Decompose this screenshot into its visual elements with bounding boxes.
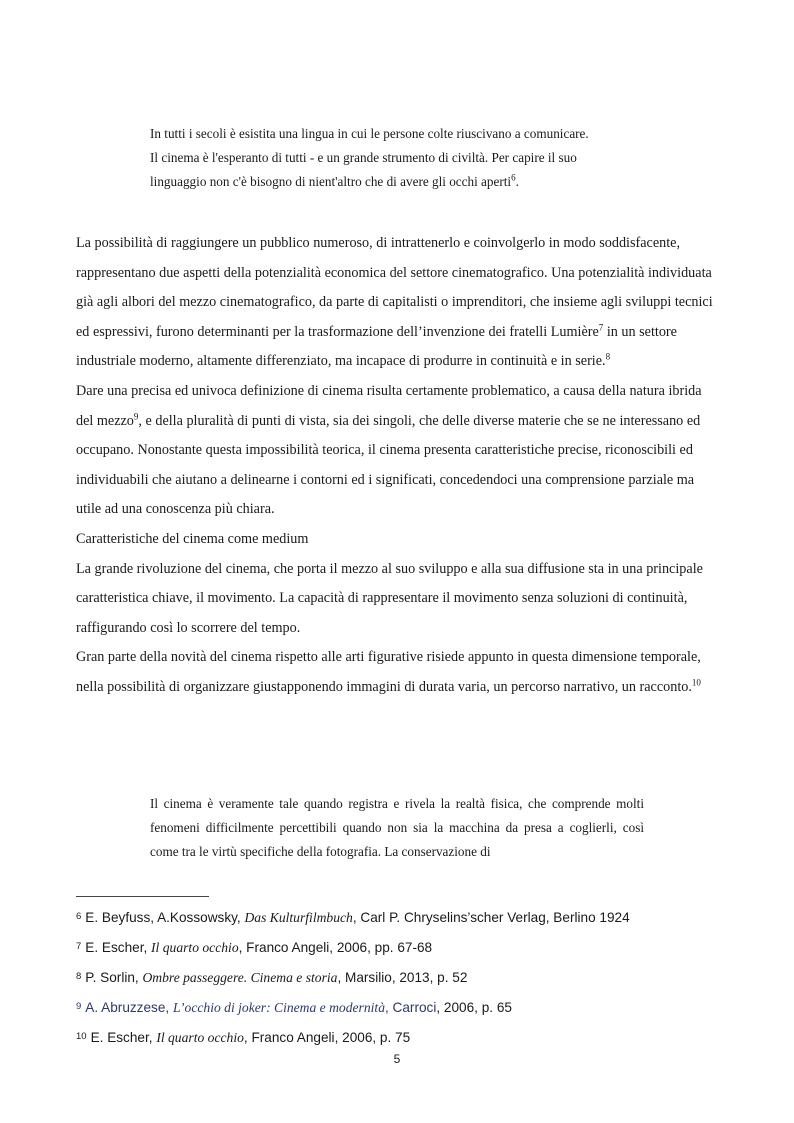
footnote-author: P. Sorlin, <box>85 970 143 985</box>
quote-line: linguaggio non c'è bisogno di nient'altro che di avere gli occhi aperti$^6$. <box>150 172 519 189</box>
footnote-author: A. Abruzzese, <box>85 1000 173 1015</box>
footnote-separator <box>76 896 209 897</box>
footnote-ref[interactable]: 10 <box>691 677 701 688</box>
footnotes <box>76 904 736 1054</box>
page-number: 5 <box>393 1052 401 1066</box>
paragraph <box>76 377 718 525</box>
footnote-title: Il quarto occhio <box>151 940 239 955</box>
footnote-ref[interactable]: 8 <box>605 351 611 362</box>
footnote-title: Ombre passeggere. Cinema e storia <box>142 970 338 985</box>
paragraph-text: in un settore industriale moderno, altamente differenziato, ma incapace di produrre in continuità e in serie. <box>76 323 677 370</box>
footnote-number: 8 <box>76 971 82 982</box>
quote-line-text: linguaggio non c'è bisogno di nient'altro che di avere gli occhi aperti <box>150 174 512 189</box>
footnote-details: , Franco Angeli, 2006, p. 75 <box>243 1030 411 1045</box>
footnote-details: , Marsilio, 2013, p. 52 <box>337 970 468 985</box>
paragraph <box>76 643 718 702</box>
footnote-7 <box>76 934 736 964</box>
paragraph <box>76 229 718 377</box>
section-heading: Caratteristiche del cinema come medium <box>76 530 309 547</box>
footnote-number: 6 <box>76 911 82 922</box>
footnote-10 <box>76 1024 736 1054</box>
footnote-ref[interactable]: 6 <box>511 172 516 183</box>
footnote-author: E. Escher, <box>85 940 152 955</box>
footnote-details: , 2006, p. 65 <box>436 1000 512 1015</box>
paragraph-text: Gran parte della novità del cinema rispetto alle arti figurative risiede appunto in questa dimensione temporale, nella possibilità di organizzare giustapponendo immagini di durata varia, un percorso narrativo, un racconto. <box>76 649 701 695</box>
footnote-ref[interactable]: 7 <box>598 322 604 333</box>
paragraph-text: , e della pluralità di punti di vista, sia dei singoli, che delle diverse materie che se ne interessano ed occupano. Nonostante questa impossibilità teorica, il cinema presenta caratteristiche precise, riconoscibili ed individuabili che aiutano a delinearne i contorni ed i significati, concedendoci una comprensione parziale ma utile ad una conoscenza più chiara. <box>76 412 701 518</box>
quote-line: In tutti i secoli è esistita una lingua in cui le persone colte riuscivano a comunicare. <box>150 126 589 141</box>
footnote-9[interactable] <box>76 994 736 1024</box>
footnote-publisher: , Carroci <box>385 1000 437 1015</box>
body-text <box>76 229 718 703</box>
paragraph: La grande rivoluzione del cinema, che porta il mezzo al suo sviluppo e alla sua diffusione sta in una principale caratteristica chiave, il movimento. La capacità di rappresentare il movimento senza soluzioni di continuità, raffigurando così lo scorrere del tempo. <box>76 560 703 636</box>
footnote-8 <box>76 964 736 994</box>
footnote-details: , Franco Angeli, 2006, pp. 67-68 <box>238 940 433 955</box>
paragraph-text: Dare una precisa ed univoca definizione di cinema risulta certamente problematico, a causa della natura ibrida del mezzo <box>76 382 702 429</box>
footnote-number: 10 <box>76 1031 87 1042</box>
footnote-details: , Carl P. Chryselins’scher Verlag, Berlino 1924 <box>352 910 630 925</box>
paragraph-text: La possibilità di raggiungere un pubblico numeroso, di intrattenerlo e coinvolgerlo in modo soddisfacente, rappresentano due aspetti della potenzialità economica del settore cinematografico. Una potenzialità individuata già agli albori del mezzo cinematografico, da parte di capitalisti o imprenditori, che insieme agli sviluppi tecnici ed espressivi, furono determinanti per la trasformazione dell’invenzione dei fratelli Lumière <box>76 235 713 340</box>
footnote-number: 7 <box>76 941 82 952</box>
footnote-number: 9 <box>76 1001 82 1012</box>
footnote-author: E. Escher, <box>90 1030 157 1045</box>
footnote-title: L’occhio di joker: Cinema e modernità <box>172 1000 385 1015</box>
footnote-6 <box>76 904 736 934</box>
footnote-author: E. Beyfuss, A.Kossowsky, <box>85 910 245 925</box>
block-quote-top <box>150 122 650 194</box>
block-quote-bottom: Il cinema è veramente tale quando registra e rivela la realtà fisica, che comprende molti fenomeni difficilmente percettibili quando non sia la macchina da presa a coglierli, così come tra le virtù specifiche della fotografia. La conservazione di <box>150 796 644 859</box>
footnote-title: Das Kulturfilmbuch <box>244 910 353 925</box>
footnote-title: Il quarto occhio <box>156 1030 244 1045</box>
footnote-ref[interactable]: 9 <box>133 410 139 421</box>
quote-line: Il cinema è l'esperanto di tutti - e un grande strumento di civiltà. Per capire il suo <box>150 150 577 165</box>
